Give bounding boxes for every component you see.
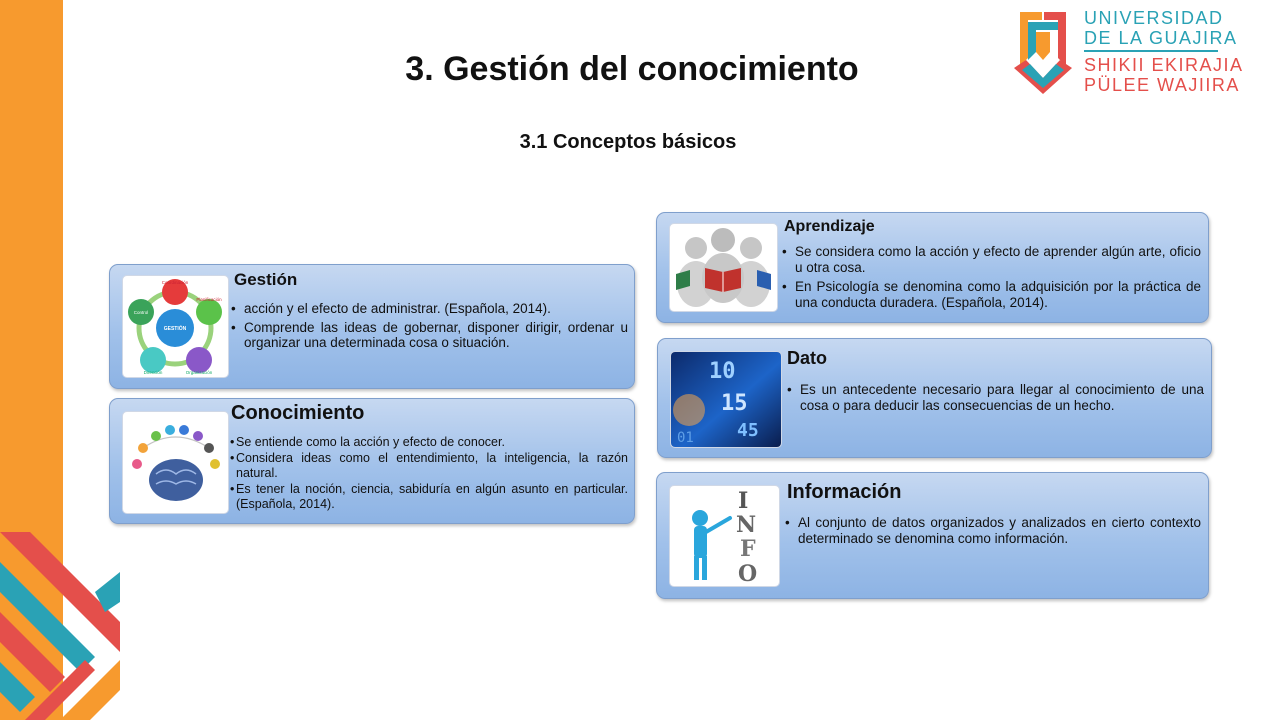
aprendizaje-bullets [782, 244, 1201, 310]
gestion-bullet: • Comprende las ideas de gobernar, disponer dirigir, ordenar u organizar una determinada cosa o situación. [231, 320, 628, 351]
card-informacion [656, 472, 1209, 599]
conocimiento-heading: Conocimiento [231, 402, 365, 424]
gestion-image-label: Planificación [196, 297, 222, 302]
card-dato [657, 338, 1212, 458]
logo-line-1: UNIVERSIDAD [1084, 8, 1224, 28]
gestion-bullets [231, 301, 628, 351]
card-aprendizaje [656, 212, 1209, 323]
woven-pattern-decoration [0, 532, 120, 720]
dato-heading: Dato [787, 348, 827, 368]
informacion-heading: Información [787, 481, 902, 503]
dato-digit: 01 [677, 430, 694, 446]
conocimiento-bullets [230, 435, 628, 513]
informacion-letter: I [738, 488, 749, 514]
dato-digit: 10 [709, 359, 736, 384]
gestion-heading: Gestión [234, 270, 298, 289]
dato-digits-image [670, 351, 782, 448]
gestion-image-label: GESTIÓN [163, 326, 187, 332]
informacion-figure-image [669, 485, 780, 587]
gestion-image-label: Control [133, 310, 149, 315]
dato-digit: 15 [721, 391, 748, 416]
logo-line-3: SHIKII EKIRAJIA [1084, 55, 1244, 75]
gestion-image-label: Dirección [143, 370, 163, 375]
logo-divider [1084, 50, 1218, 52]
gestion-cycle-image [122, 275, 229, 378]
logo-line-2: DE LA GUAJIRA [1084, 28, 1238, 48]
dato-digit: 45 [737, 420, 759, 441]
informacion-letter: F [740, 536, 756, 562]
conocimiento-brain-image [122, 411, 229, 514]
informacion-letter: N [736, 512, 757, 538]
conocimiento-bullet: • Considera ideas como el entendimiento, la inteligencia, la razón natural. [230, 451, 628, 482]
gestion-image-label: Organización [185, 370, 213, 375]
aprendizaje-heading: Aprendizaje [784, 218, 875, 235]
card-gestion [109, 264, 635, 389]
aprendizaje-reading-image [669, 223, 778, 312]
informacion-bullets [785, 515, 1201, 546]
gestion-bullet: • acción y el efecto de administrar. (Española, 2014). [231, 301, 628, 317]
informacion-letter: O [738, 561, 758, 586]
conocimiento-bullet: • Es tener la noción, ciencia, sabiduría en algún asunto en particular. (Española, 2014). [230, 482, 628, 513]
slide-title: 3. Gestión del conocimiento [405, 50, 859, 88]
university-emblem-icon [1012, 8, 1074, 94]
aprendizaje-bullet: • En Psicología se denomina como la adquisición por la práctica de una conducta duradera. (Española, 2014). [782, 279, 1201, 310]
informacion-bullet: • Al conjunto de datos organizados y analizados en cierto contexto determinado se denomina como información. [785, 515, 1201, 546]
slide-subtitle: 3.1 Conceptos básicos [519, 131, 737, 153]
dato-bullet: • Es un antecedente necesario para llegar al conocimiento de una cosa o para deducir las consecuencias de un hecho. [787, 382, 1204, 413]
university-logo [1012, 8, 1244, 96]
logo-line-4: PÜLEE WAJIIRA [1084, 75, 1240, 95]
card-conocimiento [109, 398, 635, 524]
dato-bullets [787, 382, 1204, 413]
aprendizaje-bullet: • Se considera como la acción y efecto de aprender algún arte, oficio u otra cosa. [782, 244, 1201, 275]
gestion-image-label: Coordinación [161, 280, 189, 285]
conocimiento-bullet: • Se entiende como la acción y efecto de conocer. [230, 435, 628, 451]
